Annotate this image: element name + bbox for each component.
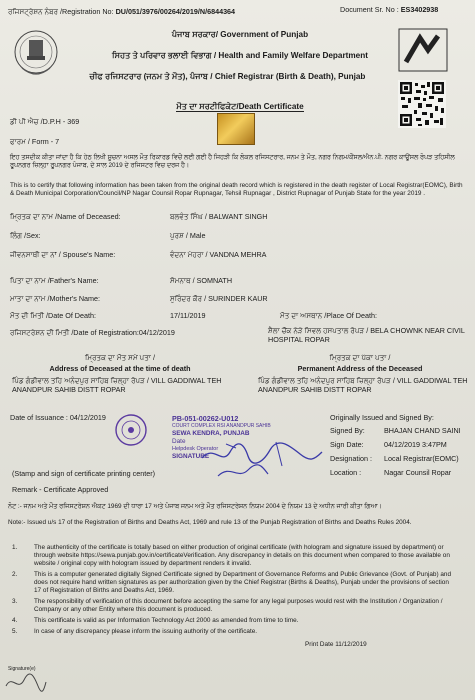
stamp-line2: SEWA KENDRA, PUNJAB <box>172 430 250 437</box>
note-english: Note:- Issued u/s 17 of the Registration of Births and Deaths Act, 1969 and rule 13 of the Punjab Registration of Births and Deaths Rules 2004. <box>8 519 412 526</box>
name-label: ਮ੍ਰਿਤਕ ਦਾ ਨਾਮ /Name of Deceased: <box>10 212 121 221</box>
place-of-death-value: ਸ਼ੈਲਾ ਚੌਂਕ ਨੇੜੇ ਸਿਵਲ ਹਸਪਤਾਲ ਰੋਪੜ / BELA CHOWNK NEAR CIVIL HOSPITAL ROPAR <box>268 326 465 344</box>
bottom-signature-label: Signature(e) <box>8 666 36 672</box>
print-date: Print Date 11/12/2019 <box>305 641 367 648</box>
designation-label: Designation : <box>330 454 372 463</box>
punjab-emblem-icon <box>12 28 60 82</box>
registrar-title: ਚੀਫ ਰਜਿਸਟਰਾਰ (ਜਨਮ ਤੇ ਮੌਤ), ਪੰਜਾਬ / Chief Registrar (Birth & Death), Punjab <box>89 72 366 81</box>
footnote-item: 5. In case of any discrepancy please inform the issuing authority of the certificate. <box>12 628 258 635</box>
registration-date-label: ਰਜਿਸਟਰੇਸ਼ਨ ਦੀ ਮਿਤੀ /Date of Registration:04/12/2019 <box>10 328 175 337</box>
permanent-address-label-en: Permanent Address of the Deceased <box>297 364 423 373</box>
stamp-code: PB-051-00262-U012 <box>172 414 239 423</box>
department-title: ਸਿਹਤ ਤੇ ਪਰਿਵਾਰ ਭਲਾਈ ਵਿਭਾਗ / Health and Family Welfare Department <box>112 51 368 60</box>
father-value: ਸੋਮਨਾਥ / SOMNATH <box>170 276 233 285</box>
stamp-line5: SIGNATURE <box>172 453 210 460</box>
mother-value: ਸੁਰਿੰਦਰ ਕੌਰ / SURINDER KAUR <box>170 294 268 303</box>
sewa-logo-icon <box>398 28 448 72</box>
spouse-label: ਜੀਵਨਸਾਥੀ ਦਾ ਨਾਂ / Spouse's Name: <box>10 250 116 259</box>
footnote-item: 3. The responsibility of verification of this document before accepting the same for any legal purposes would rest with the Institution / Organization / Company or any other Entity where this document is produced. <box>12 598 443 613</box>
remark: Remark - Certificate Approved <box>12 485 109 494</box>
qr-code <box>398 80 446 128</box>
government-title: ਪੰਜਾਬ ਸਰਕਾਰ/ Government of Punjab <box>171 30 309 39</box>
stamp-line4: Helpdesk Operator <box>172 446 219 452</box>
intro-punjabi: ਇਹ ਤਸਦੀਕ ਕੀਤਾ ਜਾਂਦਾ ਹੈ ਕਿ ਹੇਠ ਲਿਖੀ ਸੂਚਨਾ ਅਸਲ ਮੌਤ ਰਿਕਾਰਡ ਵਿਚੋਂ ਲਈ ਗਈ ਹੈ ਜਿਹੜੀ ਕਿ ਲੋਕਲ ਰਜਿਸਟਰਾਰ, ਜਨਮ ਤੇ ਮੌਤ, ਨਗਰ ਨਿਗਮ/ਕੌਂਸਲ/ਐਨ.ਪੀ. ਨਗਰ ਕਾਊਂਸਲ ਰੋਪੜ ਤਹਿਸੀਲ ਰੂਪਨਗਰ ਜ਼ਿਲ੍ਹਾ ਰੂਪਨਗਰ ਪੰਜਾਬ, ਦੇ ਸਾਲ 2019 ਦੇ ਰਜਿਸਟਰ ਵਿਚ ਦਰਜ ਹੈ। <box>10 154 455 169</box>
location-label: Location : <box>330 468 362 477</box>
issuance-date: Date of Issuance : 04/12/2019 <box>10 413 106 422</box>
mother-label: ਮਾਤਾ ਦਾ ਨਾਮ /Mother's Name: <box>10 294 101 303</box>
permanent-address-label-pa: ਮ੍ਰਿਤਕ ਦਾ ਪੱਕਾ ਪਤਾ / <box>329 353 391 362</box>
form-number: ਫਾਰਮ / Form - 7 <box>10 137 60 146</box>
date-of-death-value: 17/11/2019 <box>170 311 206 320</box>
note-punjabi: ਨੋਟ :- ਜਨਮ ਅਤੇ ਮੌਤ ਰਜਿਸਟਰੇਸ਼ਨ ਐਕਟ 1969 ਦੀ ਧਾਰਾ 17 ਅਤੇ ਪੰਜਾਬ ਜਨਮ ਅਤੇ ਮੌਤ ਰਜਿਸਟਰੇਸ਼ਨ ਨਿਯਮ 2004 ਦੇ ਨਿਯਮ 13 ਦੇ ਅਧੀਨ ਜਾਰੀ ਕੀਤਾ ਗਿਆ। <box>8 503 382 510</box>
stamp-line3: Date <box>172 438 186 445</box>
bottom-signature-mark <box>4 672 48 694</box>
stamp-note: (Stamp and sign of certificate printing center) <box>12 469 156 478</box>
permanent-address-value: ਪਿੰਡ ਗੰਡੀਵਾਲ ਤਹਿ ਅਨੰਦਪੁਰ ਸਾਹਿਬ ਜ਼ਿਲ੍ਹਾ ਰੋਪੜ / VILL GADDIWAL TEH ANANDPUR SAHIB DISTT ROPAR <box>258 376 468 394</box>
sex-value: ਪੁਰਸ਼ / Male <box>170 231 206 240</box>
footnote-item: 4. This certificate is valid as per Information Technology Act 2000 as amended from time to time. <box>12 617 299 624</box>
dph-number: ਡੀ ਪੀ ਐਚ /D.P.H - 369 <box>10 117 80 126</box>
registration-date-value: 04/12/2019 <box>138 328 175 337</box>
sign-date-label: Sign Date: <box>330 440 364 449</box>
seal-stamp-icon <box>114 413 148 447</box>
certificate-title-wrap <box>140 96 340 114</box>
sex-label: ਲਿੰਗ /Sex: <box>10 231 41 240</box>
footnote-list <box>12 544 452 636</box>
death-address-value: ਪਿੰਡ ਗੰਡੀਵਾਲ ਤਹਿ ਅਨੰਦਪੁਰ ਸਾਹਿਬ ਜ਼ਿਲ੍ਹਾ ਰੋਪੜ / VILL GADDIWAL TEH ANANDPUR SAHIB DISTT ROPAR <box>12 376 222 394</box>
father-label: ਪਿਤਾ ਦਾ ਨਾਮ /Father's Name: <box>10 276 99 285</box>
hologram <box>217 113 255 145</box>
death-address-label-en: Address of Deceased at the time of death <box>49 364 191 373</box>
footnote-item: 2. This is a computer generated digitally Signed Certificate signed by Department of Governance Reforms and Public Grievance (Govt. of Punjab) and does not require hand written signatures as per authorization given by the Chief Registrar (Births & Deaths), Punjab under the provisions of section 17 of Registration of Births and Deaths Act, 1969. <box>12 571 452 594</box>
handwritten-signature <box>196 436 326 486</box>
signed-heading: Originally Issued and Signed By: <box>330 413 434 422</box>
date-of-death-label: ਮੌਤ ਦੀ ਮਿਤੀ /Date Of Death: <box>10 311 96 320</box>
name-value: ਬਲਵੰਤ ਸਿੰਘ / BALWANT SINGH <box>170 212 268 221</box>
intro-english: This is to certify that following information has been taken from the original death record which is registered in the death register of Local Registrar(EOMC), Birth & Death Municipal Corporation/Council/NP Nagar Counsil Ropar Rupnagar, Tehsil Rupnagar , District Rupnagar of Punjab State for the year 2019 . <box>10 182 463 197</box>
sign-date-value: 04/12/2019 3:47PM <box>384 440 447 449</box>
signed-by-label: Signed By: <box>330 426 365 435</box>
death-address-label-pa: ਮ੍ਰਿਤਕ ਦਾ ਮੌਤ ਸਮੇਂ ਪਤਾ / <box>85 353 155 362</box>
stamp-line1: COURT COMPLEX RSI ANANDPUR SAHIB <box>172 423 271 429</box>
registration-number: ਰਜਿਸਟ੍ਰੇਸ਼ਨ ਨੰਬਰ /Registration No: DU/051/3976/00264/2019/N/6844364 <box>8 7 236 16</box>
signed-by-value: BHAJAN CHAND SAINI <box>384 426 461 435</box>
document-serial-number: Document Sr. No : ES3402938 <box>340 5 439 14</box>
certificate-title: ਮੌਤ ਦਾ ਸਰਟੀਫਿਕੇਟ/Death Certificate <box>176 102 304 111</box>
footnote-item: 1. The authenticity of the certificate is totally based on either production of original certificate (with hologram and signature issued by department) or through website https://sewa.punjab.gov.in/certificateVerification. Any discrepancy in details on this document when compared to those available on website / original copy with hologram issued by department renders it invalid. <box>12 544 450 567</box>
location-value: Nagar Counsil Ropar <box>384 468 452 477</box>
spouse-value: ਵੰਦਨਾ ਮੇਹਰਾ / VANDNA MEHRA <box>170 250 267 259</box>
designation-value: Local Registrar(EOMC) <box>384 454 459 463</box>
place-of-death-label: ਮੌਤ ਦਾ ਅਸਥਾਨ /Place Of Death: <box>280 311 377 320</box>
